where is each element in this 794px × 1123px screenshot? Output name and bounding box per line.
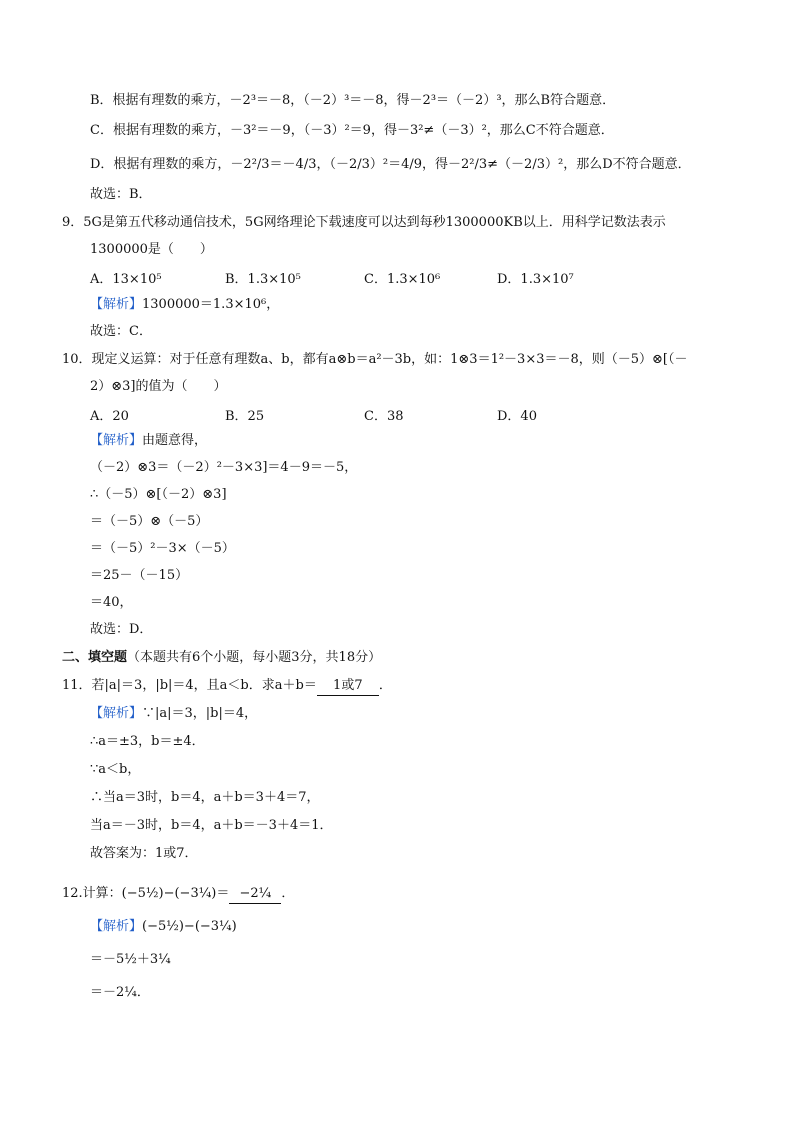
q11-answer: 故答案为：1或7．: [90, 846, 198, 861]
q10-stem-line1: 10．现定义运算：对于任意有理数a、b，都有a⊗b＝a²－3b，如：1⊗3＝1²－3×3＝－8，则（－5）⊗[（－: [62, 352, 688, 367]
q12-answer-blank: −2¼: [229, 885, 281, 904]
q12-analysis: [90, 918, 237, 936]
analysis-tag: 【解析】: [90, 919, 143, 934]
q11-stem-text: 11．若|a|＝3，|b|＝4，且a＜b．求a＋b＝: [62, 678, 317, 693]
q10-option-d: D．40: [497, 409, 537, 424]
q9-option-d: D．1.3×10⁷: [497, 272, 574, 287]
q10-step: ＝（－5）⊗（－5）: [90, 514, 209, 529]
q12-analysis-first: (−5½)−(−3¼): [142, 919, 237, 934]
q9-option-a: A．13×10⁵: [90, 272, 162, 287]
q11-step: ∴a＝±3，b＝±4．: [90, 734, 205, 749]
q10-step: ＝（－5）²－3×（－5）: [90, 541, 235, 556]
section-heading: [62, 649, 381, 667]
q11-step: 当a＝－3时，b＝4，a＋b＝－3＋4＝1．: [90, 818, 333, 833]
q9-analysis: [90, 296, 279, 314]
q11-stem-end: ．: [378, 678, 392, 693]
q10-answer: 故选：D．: [90, 622, 153, 637]
q8-option-c: C．根据有理数的乘方，－3²＝－9，（－3）²＝9，得－3²≠（－3）²，那么C不符合题意．: [90, 123, 614, 138]
q8-answer: 故选：B．: [90, 187, 152, 202]
q12-step: ＝－2¼．: [90, 985, 150, 1000]
section-note: （本题共有6个小题，每小题3分，共18分）: [127, 650, 382, 665]
q10-option-c: C．38: [364, 409, 404, 424]
q11-step: ∵a＜b，: [90, 762, 141, 777]
q9-analysis-text: 1300000＝1.3×10⁶，: [142, 297, 280, 312]
q9-option-b: B．1.3×10⁵: [225, 272, 301, 287]
q11-analysis-first: ∵|a|＝3，|b|＝4，: [142, 706, 258, 721]
q8-option-d: D．根据有理数的乘方，－2²/3＝－4/3，（－2/3）²＝4/9，得－2²/3≠（－2/3）²，那么D不符合题意．: [90, 157, 691, 172]
q12-stem: [62, 885, 294, 904]
q11-step: ∴当a＝3时，b＝4，a＋b＝3＋4＝7，: [90, 790, 320, 805]
analysis-tag: 【解析】: [90, 706, 143, 721]
q10-analysis-intro: 由题意得，: [142, 433, 208, 448]
q8-option-b: B．根据有理数的乘方，－2³＝－8，（－2）³＝－8，得－2³＝（－2）³，那么B符合题意．: [90, 93, 616, 108]
q10-option-a: A．20: [90, 409, 129, 424]
q10-step: ∴（－5）⊗[（－2）⊗3]: [90, 487, 227, 502]
q11-analysis: [90, 705, 257, 723]
q11-stem: [62, 677, 392, 696]
q9-answer: 故选：C．: [90, 324, 152, 339]
q10-stem-line2: 2）⊗3]的值为（ ）: [90, 379, 227, 394]
q10-step: ＝25－（－15）: [90, 568, 189, 583]
q11-answer-blank: 1或7: [317, 677, 379, 696]
q9-stem-line2: 1300000是（ ）: [90, 242, 213, 257]
q10-analysis: [90, 432, 207, 450]
q9-option-c: C．1.3×10⁶: [364, 272, 441, 287]
q10-option-b: B．25: [225, 409, 265, 424]
q12-step: ＝－5½＋3¼: [90, 952, 171, 967]
analysis-tag: 【解析】: [90, 433, 143, 448]
q12-stem-text: 12.计算：(−5½)−(−3¼)＝: [62, 886, 230, 901]
q12-stem-end: ．: [281, 886, 295, 901]
q9-stem-line1: 9．5G是第五代移动通信技术，5G网络理论下载速度可以达到每秒1300000KB以上．用科学记数法表示: [62, 215, 666, 230]
analysis-tag: 【解析】: [90, 297, 143, 312]
q10-step: （－2）⊗3＝（－2）²－3×3]＝4－9＝－5，: [90, 460, 358, 475]
section-title: 二、填空题: [62, 650, 128, 665]
q10-step: ＝40，: [90, 595, 133, 610]
